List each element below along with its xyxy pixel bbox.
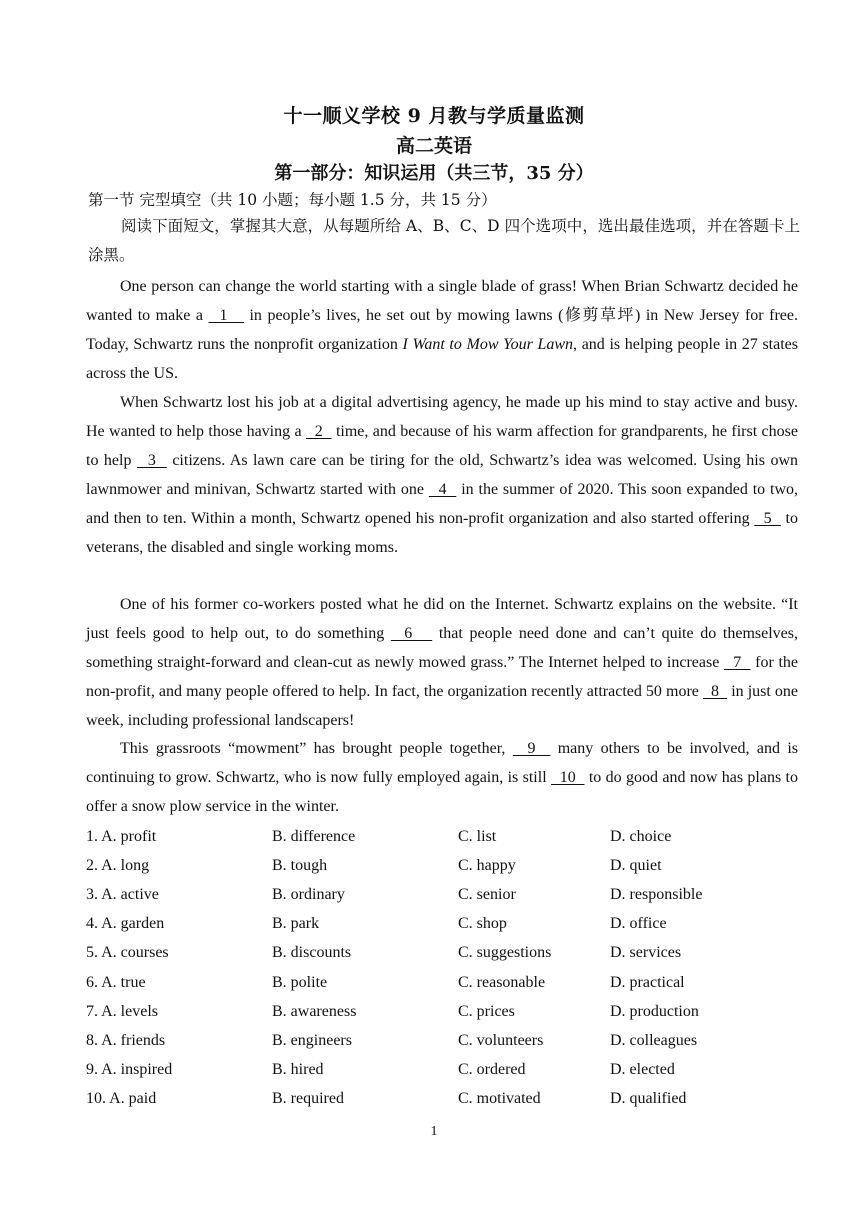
blank-9: 9 [512,740,551,757]
option-a: 2. A. long [86,856,150,874]
option-a: 10. A. paid [86,1090,157,1108]
question-options-row [86,939,798,968]
option-b: B. awareness [272,1002,357,1020]
question-options-row [86,1085,798,1114]
option-d: D. responsible [610,885,703,903]
page-number: 1 [430,1124,438,1139]
section-instruction: 阅读下面短文，掌握其大意，从每题所给 A、B、C、D 四个选项中，选出最佳选项，并在答题卡上涂黑。 [88,217,800,264]
option-d: D. practical [610,973,685,991]
option-b: B. tough [272,856,328,874]
option-d: D. choice [610,827,672,845]
option-d: D. quiet [610,856,662,874]
options-table [86,822,798,1114]
blank-1: 1 [208,307,244,324]
blank-2: 2 [306,423,332,440]
blank-8: 8 [702,683,728,700]
option-b: B. discounts [272,944,352,962]
option-c: C. reasonable [458,973,546,991]
blank-5: 5 [754,510,781,527]
passage-paragraph-3: One of his former co-workers posted what he did on the Internet. Schwartz explains on the website. “It just feels good to help out, to do something 6 that people need done and can’t quite do themselves, something straight-forward and clean-cut as newly mowed grass.” The Internet helped to increase 7 for the non-profit, and many people offered to help. In fact, the organization recently attracted 50 more 8 in just one week, including professional landscapers! [86,596,799,729]
option-d: D. elected [610,1061,675,1079]
part-heading: 第一部分：知识运用（共三节，35 分） [274,163,594,184]
blank-10: 10 [551,769,585,786]
blank-6: 6 [390,625,433,642]
option-a: 8. A. friends [86,1031,166,1049]
option-b: B. difference [272,827,356,845]
passage-paragraph-4: This grassroots “mowment” has brought people together, 9 many others to be involved, and is continuing to grow. Schwartz, who is now fully employed again, is still 10 to do good and now has plans to offer a snow plow service in the winter. [86,740,799,815]
option-c: C. list [458,827,497,845]
question-options-row [86,997,798,1026]
option-a: 3. A. active [86,885,159,903]
passage-paragraph-1: One person can change the world starting with a single blade of grass! When Brian Schwartz decided he wanted to make a 1 in people’s lives, he set out by mowing lawns (修剪草坪) in New Jersey for free. Today, Schwartz runs the nonprofit organization I Want to Mow Your Lawn, and is helping people in 27 states across the US. [86,278,799,382]
option-d: D. office [610,915,667,933]
passage-paragraph-2: When Schwartz lost his job at a digital advertising agency, he made up his mind to stay active and busy. He wanted to help those having a 2 time, and because of his warm affection for grandparents, he first chose to help 3 citizens. As lawn care can be tiring for the old, Schwartz’s idea was welcomed. Using his own lawnmower and minivan, Schwartz started with one 4 in the summer of 2020. This soon expanded to two, and then to ten. Within a month, Schwartz opened his non-profit organization and also started offering 5 to veterans, the disabled and single working moms. [86,394,799,556]
question-options-row [86,880,798,909]
option-b: B. required [272,1090,344,1108]
blank-3: 3 [136,452,167,469]
option-b: B. engineers [272,1031,352,1049]
blank-7: 7 [723,654,751,671]
option-b: B. ordinary [272,885,345,903]
blank-4: 4 [428,481,457,498]
option-a: 6. A. true [86,973,146,991]
option-c: C. senior [458,885,516,903]
option-c: C. volunteers [458,1031,544,1049]
option-c: C. ordered [458,1061,526,1079]
question-options-row [86,1026,798,1055]
question-options-row [86,910,798,939]
option-c: C. shop [458,915,507,933]
option-c: C. motivated [458,1090,541,1108]
option-c: C. prices [458,1002,515,1020]
option-b: B. park [272,915,320,933]
section-heading: 第一节 完型填空（共 10 小题；每小题 1.5 分，共 15 分） [88,191,497,209]
option-d: D. qualified [610,1090,687,1108]
question-options-row [86,851,798,880]
option-d: D. production [610,1002,699,1020]
option-a: 1. A. profit [86,827,157,845]
option-c: C. happy [458,856,516,874]
option-a: 5. A. courses [86,944,169,962]
option-a: 9. A. inspired [86,1061,173,1079]
option-c: C. suggestions [458,944,552,962]
exam-title: 十一顺义学校 9 月教与学质量监测 [283,105,585,127]
question-options-row [86,1056,798,1085]
option-a: 4. A. garden [86,915,165,933]
organization-name: I Want to Mow Your Lawn [402,336,574,353]
option-b: B. polite [272,973,328,991]
exam-subject: 高二英语 [395,135,472,157]
option-a: 7. A. levels [86,1002,158,1020]
option-d: D. services [610,944,682,962]
option-d: D. colleagues [610,1031,698,1049]
question-options-row [86,968,798,997]
option-b: B. hired [272,1061,324,1079]
question-options-row [86,822,798,851]
